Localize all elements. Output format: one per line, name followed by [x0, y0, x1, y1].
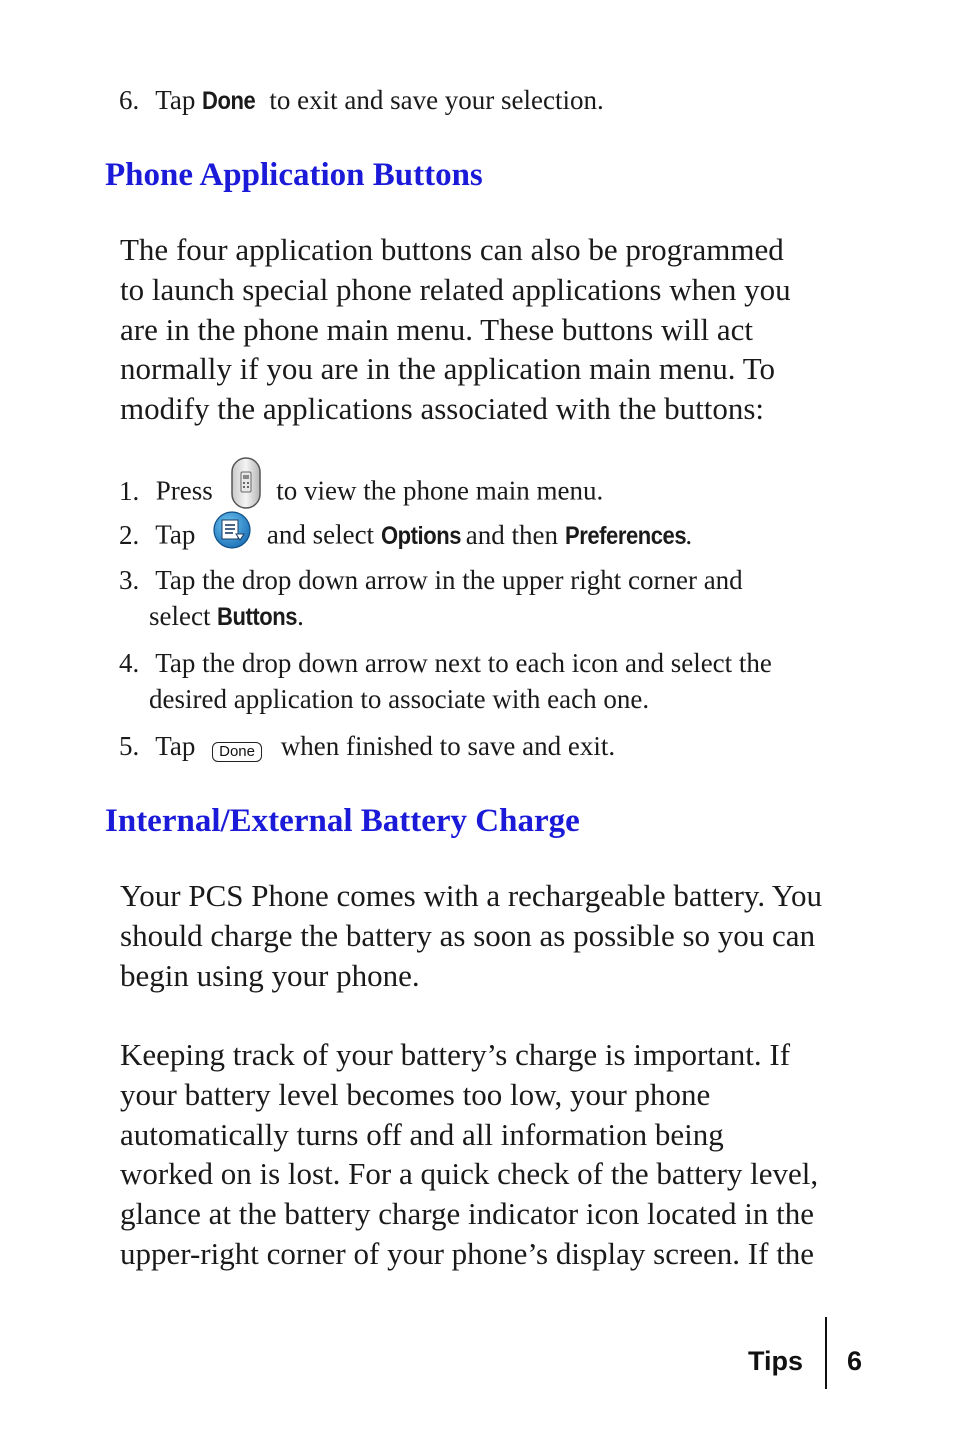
menu-icon: [212, 510, 252, 559]
heading-battery-charge: Internal/External Battery Charge: [105, 803, 580, 839]
step-text: .: [685, 519, 693, 550]
step-text: Tap: [155, 519, 196, 550]
step-5: [119, 728, 615, 765]
ui-term-done: Done: [202, 87, 256, 115]
step-2: [119, 516, 692, 559]
step-text: Press: [155, 475, 213, 506]
paragraph-line: The four application buttons can also be programmed: [120, 232, 784, 267]
step-number: 2.: [119, 519, 140, 550]
step-text: .: [297, 601, 304, 631]
step-text: and then: [465, 519, 558, 550]
ui-term-buttons: Buttons: [217, 603, 298, 631]
heading-phone-application-buttons: Phone Application Buttons: [105, 157, 483, 193]
paragraph-line: worked on is lost. For a quick check of the battery level,: [120, 1156, 819, 1192]
paragraph-line: Your PCS Phone comes with a rechargeable battery. You: [120, 878, 823, 913]
paragraph-line: Keeping track of your battery’s charge is important. If: [120, 1037, 791, 1072]
step-text: Tap: [155, 731, 196, 761]
footer-divider: [825, 1317, 827, 1389]
step-text: to view the phone main menu.: [276, 475, 604, 506]
paragraph-application-buttons: [120, 230, 860, 429]
step-6: [119, 82, 604, 119]
step-text: when finished to save and exit.: [280, 731, 616, 761]
page-number: 6: [847, 1346, 863, 1376]
paragraph-line: upper-right corner of your phone’s display screen. If the: [120, 1235, 815, 1271]
ui-term-options: Options: [380, 521, 461, 550]
step-text: Tap: [155, 85, 196, 115]
step-4-line-2: [149, 681, 649, 717]
paragraph-line: to launch special phone related applications when you: [120, 271, 791, 307]
step-text: and select: [266, 519, 375, 550]
step-1: [119, 469, 603, 518]
step-text: select: [149, 601, 211, 631]
paragraph-line: glance at the battery charge indicator icon located in the: [120, 1196, 815, 1232]
paragraph-line: should charge the battery as soon as possible so you can: [120, 917, 816, 953]
paragraph-line: begin using your phone.: [120, 957, 420, 993]
done-button-icon: [212, 729, 262, 765]
step-number: 3.: [119, 565, 140, 595]
step-text: desired application to associate with each one.: [149, 684, 650, 714]
step-text: Tap the drop down arrow next to each icon and select the: [155, 648, 772, 678]
step-text: Tap the drop down arrow in the upper right corner and: [155, 565, 743, 595]
step-3-line-2: [149, 598, 304, 635]
step-4: [119, 645, 772, 681]
step-number: 5.: [119, 731, 140, 761]
step-3: [119, 562, 743, 598]
paragraph-line: automatically turns off and all information being: [120, 1116, 724, 1152]
footer-section-label: Tips: [748, 1346, 804, 1376]
step-number: 6.: [119, 85, 140, 115]
step-number: 4.: [119, 648, 140, 678]
paragraph-line: are in the phone main menu. These buttons will act: [120, 311, 754, 347]
step-text: to exit and save your selection.: [269, 85, 604, 115]
ui-term-preferences: Preferences: [564, 521, 686, 550]
done-button-label: Done: [212, 742, 262, 762]
paragraph-battery-intro: [120, 876, 860, 995]
paragraph-line: normally if you are in the application main menu. To: [120, 351, 775, 387]
step-number: 1.: [119, 475, 140, 506]
paragraph-line: your battery level becomes too low, your phone: [120, 1076, 711, 1112]
phone-button-icon: [230, 457, 262, 518]
paragraph-battery-tracking: [120, 1035, 860, 1274]
paragraph-line: modify the applications associated with the buttons:: [120, 391, 764, 427]
